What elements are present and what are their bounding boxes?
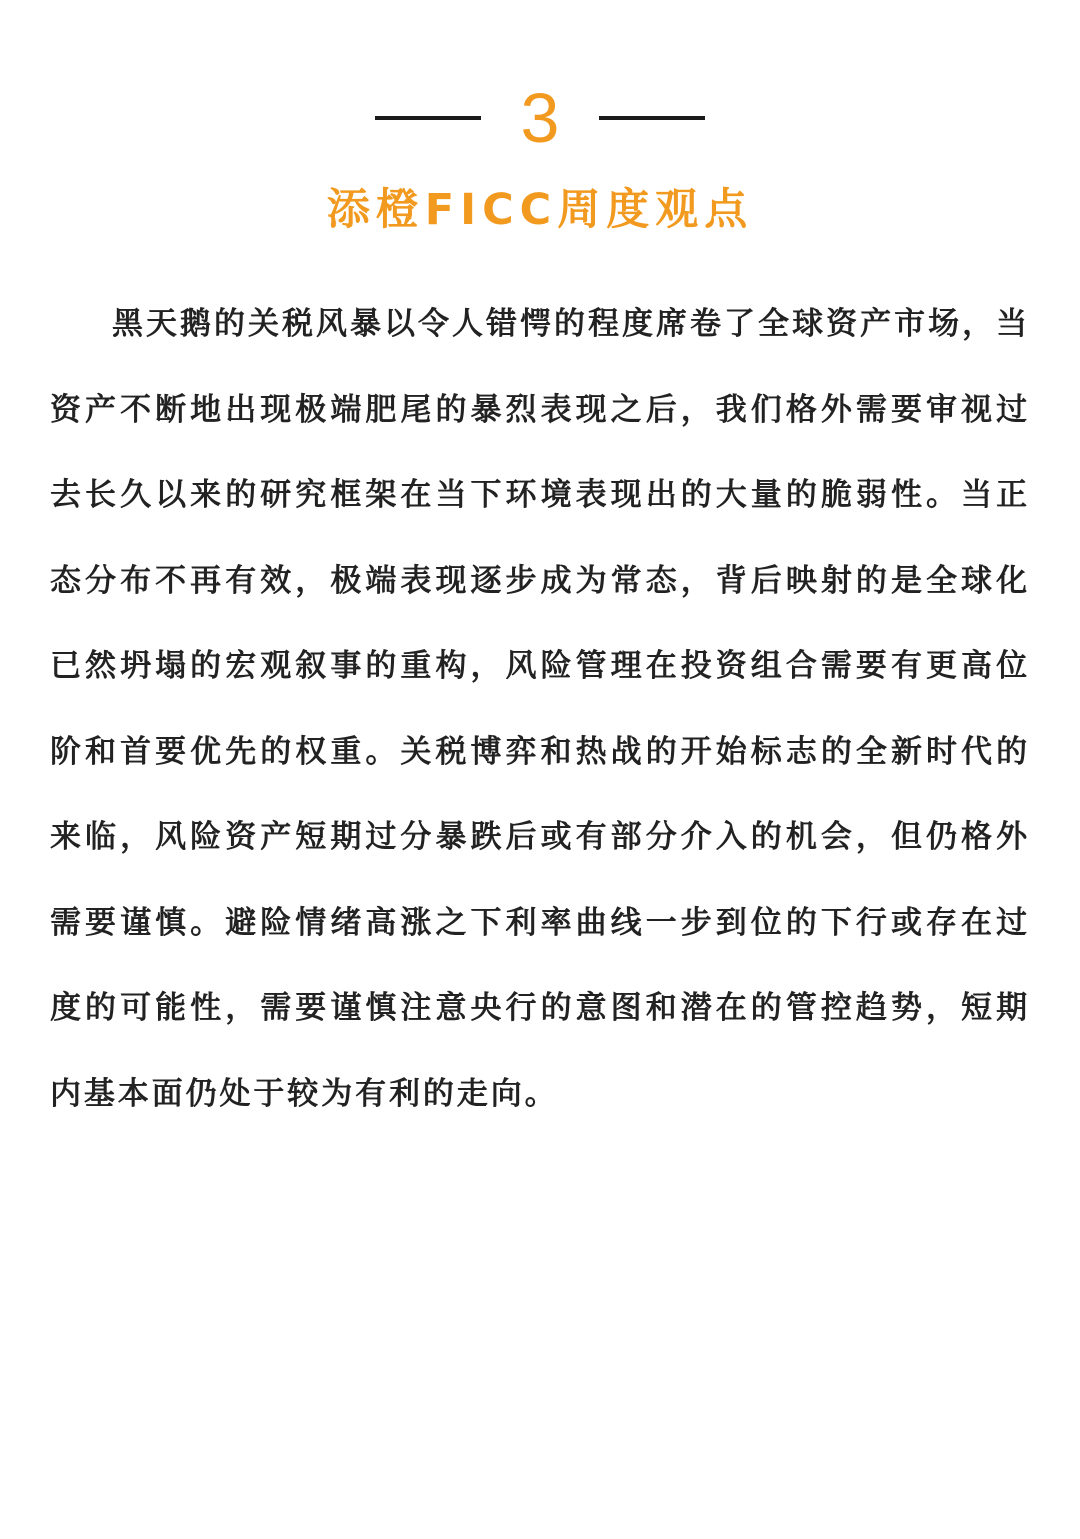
header-rule-left [375, 116, 481, 120]
section-header [0, 78, 1080, 158]
article-paragraph: 黑天鹅的关税风暴以令人错愕的程度席卷了全球资产市场，当资产不断地出现极端肥尾的暴烈表现之后，我们格外需要审视过去长久以来的研究框架在当下环境表现出的大量的脆弱性。当正态分布不再有效，极端表现逐步成为常态，背后映射的是全球化已然坍塌的宏观叙事的重构，风险管理在投资组合需要有更高位阶和首要优先的权重。关税博弈和热战的开始标志的全新时代的来临，风险资产短期过分暴跌后或有部分介入的机会，但仍格外需要谨慎。避险情绪高涨之下利率曲线一步到位的下行或存在过度的可能性，需要谨慎注意央行的意图和潜在的管控趋势，短期内基本面仍处于较为有利的走向。 [50, 306, 1030, 1112]
section-number: 3 [520, 79, 560, 157]
header-rule-right [599, 116, 705, 120]
section-title: 添橙FICC周度观点 [326, 185, 754, 235]
